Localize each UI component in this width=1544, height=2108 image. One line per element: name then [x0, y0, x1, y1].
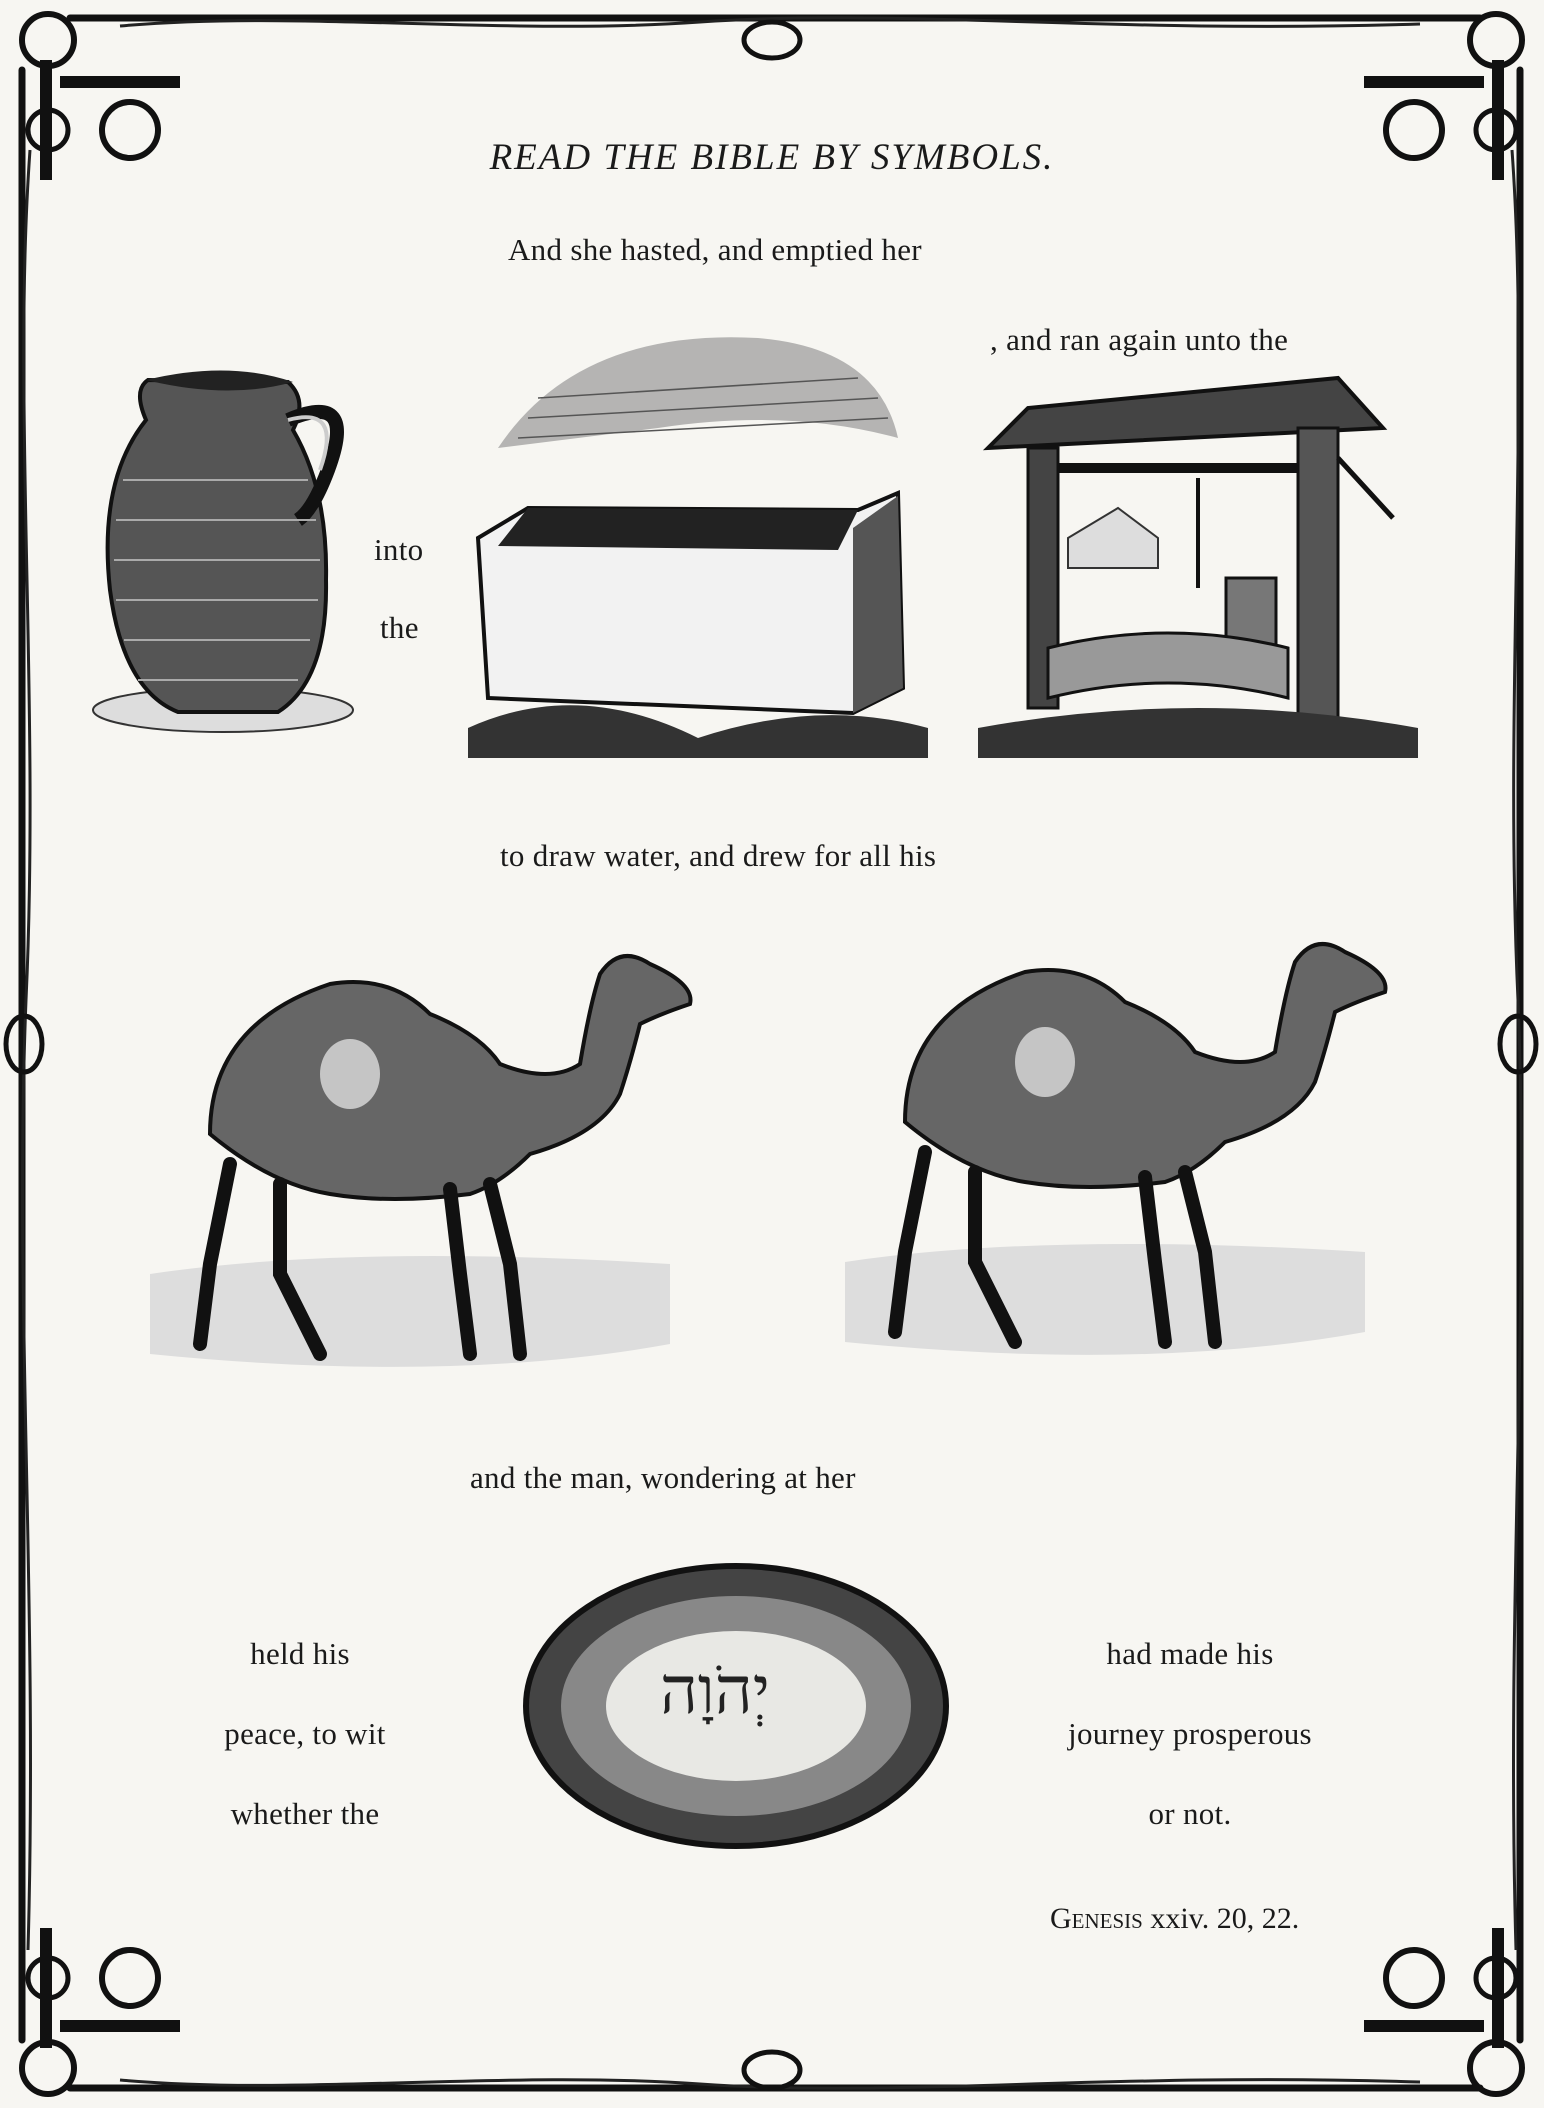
text-right-3: or not.: [1148, 1796, 1232, 1831]
text-line-1: And she hasted, and emptied her: [508, 232, 922, 267]
text-the: the: [380, 610, 419, 645]
divine-name-text: יְהֹוָה: [659, 1652, 771, 1729]
text-right-1: had made his: [1106, 1636, 1274, 1671]
text-line-2: , and ran again unto the: [990, 322, 1289, 357]
citation-reference: xxiv. 20, 22.: [1142, 1902, 1300, 1935]
camel-icon: [150, 944, 710, 1394]
text-line-4: and the man, wondering at her: [470, 1460, 856, 1495]
text-left-3: whether the: [230, 1796, 380, 1831]
scripture-citation: [1050, 1902, 1299, 1936]
text-left-1: held his: [250, 1636, 350, 1671]
camel-icon: [845, 932, 1405, 1382]
pitcher-icon: [88, 360, 358, 740]
text-left-2: peace, to wit: [224, 1716, 386, 1751]
text-right-2: journey prosperous: [1068, 1716, 1312, 1751]
trough-icon: [458, 318, 948, 758]
citation-book: Genesis: [1050, 1902, 1143, 1935]
well-icon: [968, 368, 1438, 758]
text-line-3: to draw water, and drew for all his: [500, 838, 937, 873]
text-into: into: [374, 532, 424, 567]
page-title: READ THE BIBLE BY SYMBOLS.: [489, 137, 1055, 178]
